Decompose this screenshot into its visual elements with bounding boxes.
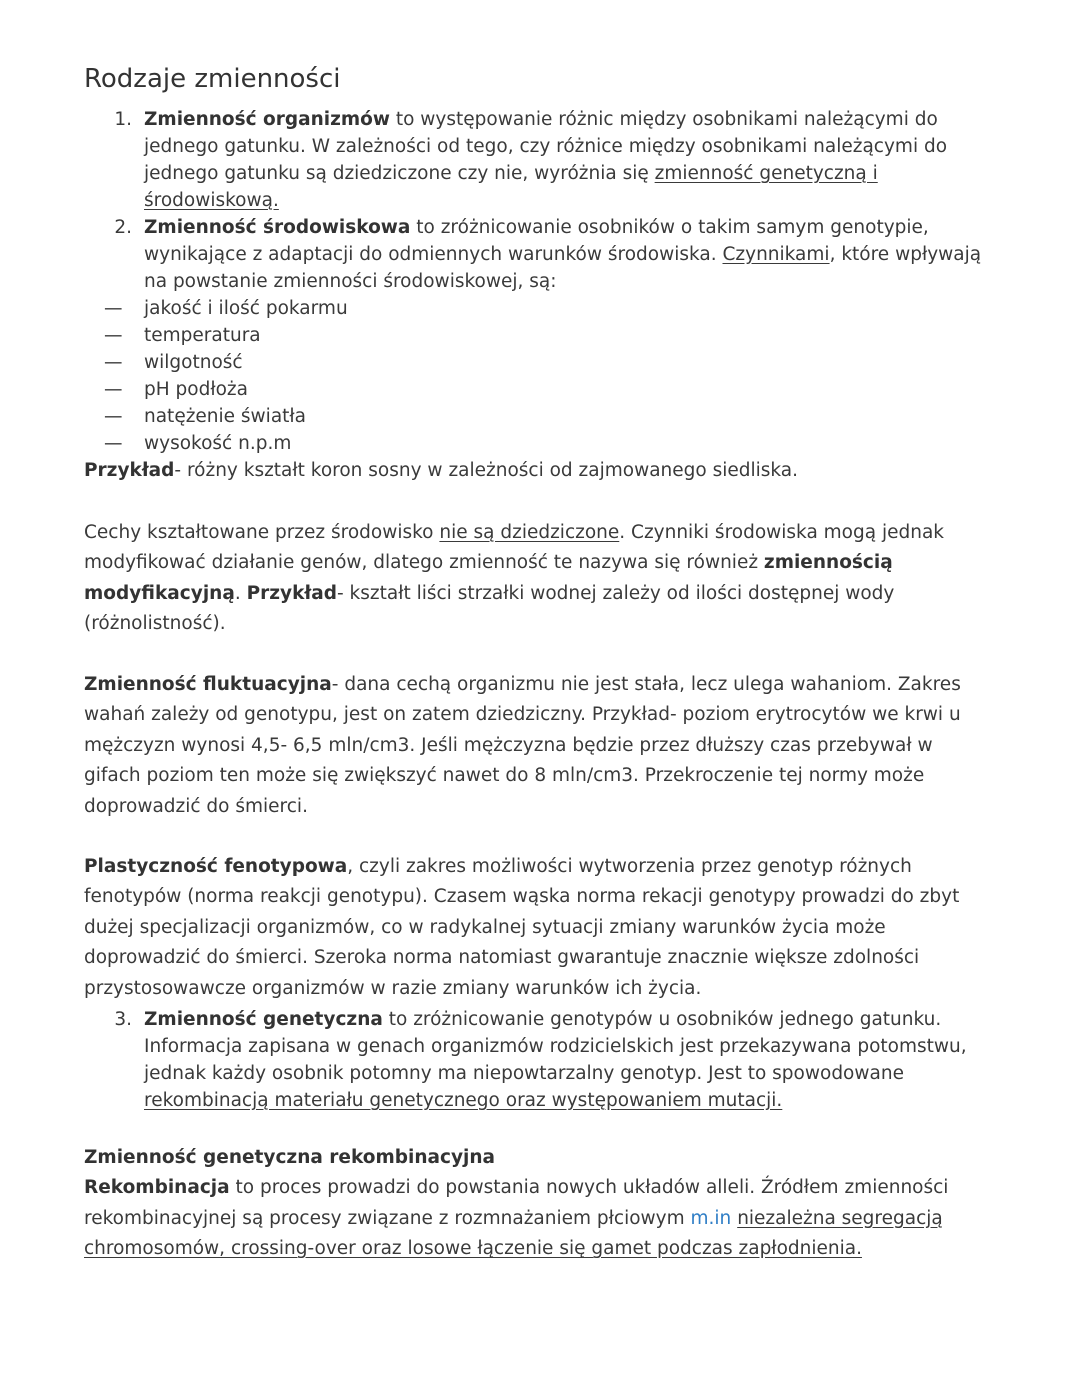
list-item: — pH podłoża xyxy=(84,376,984,403)
item-text: to zróżnicowanie genotypów u osobników jednego gatunku. Informacja zapisana w genach organizmów rodzicielskich jest przekazywana potomstwu, jednak każdy osobnik potomny ma niepowtarzalny genotyp. Jest to spowodowane xyxy=(144,1009,967,1084)
example-label: Przykład xyxy=(84,460,175,481)
list-item: — wysokość n.p.m xyxy=(84,430,984,457)
underlined-text: nie są dziedziczone xyxy=(439,522,620,543)
term-zmiennosc-genetyczna: Zmienność genetyczna xyxy=(144,1009,383,1030)
list-item: — natężenie światła xyxy=(84,403,984,430)
list-item: — temperatura xyxy=(84,322,984,349)
dash-marker: — xyxy=(104,379,123,400)
underlined-text: Czynnikami xyxy=(722,244,830,265)
term-zmiennosc-fluktuacyjna: Zmienność fluktuacyjna xyxy=(84,674,332,695)
recombination-section: Zmienność genetyczna rekombinacyjna Rekombinacja to proces prowadzi do powstania nowych układów alleli. Źródłem zmienności rekombinacyjnej są procesy związane z rozmnażaniem płciowym m.in niezależna segregacją chromosomów, crossing-over oraz losowe łączenie się gamet podczas zapłodnienia. xyxy=(84,1147,949,1260)
list-item-1 xyxy=(84,106,1004,214)
term-plastycznosc-fenotypowa: Plastyczność fenotypowa xyxy=(84,856,348,877)
link-m-in[interactable]: m.in xyxy=(690,1207,732,1229)
term-zmiennosc-modyfikacyjna: zmiennością modyfikacyjną xyxy=(84,552,893,604)
list-number: 2. xyxy=(114,217,132,238)
dash-marker: — xyxy=(104,352,123,373)
underlined-text: rekombinacją materiału genetycznego oraz występowaniem mutacji. xyxy=(144,1090,783,1111)
list-item: — wilgotność xyxy=(84,349,984,376)
list-number: 1. xyxy=(114,109,132,130)
list-number: 3. xyxy=(114,1009,132,1030)
page-title: Rodzaje zmienności xyxy=(84,64,341,94)
example-label: Przykład xyxy=(246,582,337,604)
item-text: to występowanie różnic między osobnikami należącymi do jednego gatunku. W zależności od tego, czy różnice między osobnikami należącymi do jednego gatunku są dziedziczone czy nie, wyróżnia się xyxy=(144,109,948,184)
underlined-text: zmienność genetyczną i środowiskową. xyxy=(144,163,878,211)
item-text: , które wpływają na powstanie zmienności środowiskowej, są: xyxy=(144,244,982,292)
item-text: to zróżnicowanie osobników o takim samym genotypie, wynikające z adaptacji do odmiennych warunków środowiska. xyxy=(144,217,929,265)
dash-marker: — xyxy=(104,433,123,454)
fluctuation-paragraph: Zmienność fluktuacyjna- dana cechą organizmu nie jest stała, lecz ulega wahaniom. Zakres wahań zależy od genotypu, jest on zatem dziedziczny. Przykład- poziom erytrocytów we krwi u mężczyzn wynosi 4,5- 6,5 mln/cm3. Jeśli mężczyzna będzie przez dłuższy czas przebywał w gifach poziom ten może się zwiększyć nawet do 8 mln/cm3. Przekroczenie tej normy może doprowadzić do śmierci. xyxy=(84,674,961,817)
dash-marker: — xyxy=(104,406,123,427)
dash-marker: — xyxy=(104,325,123,346)
plasticity-paragraph: Plastyczność fenotypowa, czyli zakres możliwości wytworzenia przez genotyp różnych fenotypów (norma reakcji genotypu). Czasem wąska norma rekacji genotypy prowadzi do zbyt dużej specjalizacji organizmów, co w radykalnej sytuacji zmiany warunków życia może doprowadzić do śmierci. Szeroka norma natomiast gwarantuje znacznie większe zdolności przystosowawcze organizmów w razie zmiany warunków ich życia. xyxy=(84,856,960,999)
list-item-3 xyxy=(84,1006,1004,1114)
dash-marker: — xyxy=(104,298,123,319)
term-zmiennosc-srodowiskowa: Zmienność środowiskowa xyxy=(144,217,411,238)
list-item: — jakość i ilość pokarmu xyxy=(84,295,984,322)
section-heading: Zmienność genetyczna rekombinacyjna xyxy=(84,1147,496,1168)
term-zmiennosc-organizmow: Zmienność organizmów xyxy=(144,109,390,130)
list-item-2 xyxy=(84,214,1004,295)
example-paragraph: Przykład- różny kształt koron sosny w zależności od zajmowanego siedliska. xyxy=(84,460,799,481)
term-rekombinacja: Rekombinacja xyxy=(84,1177,230,1199)
modification-paragraph: Cechy kształtowane przez środowisko nie są dziedziczone. Czynniki środowiska mogą jednak modyfikować działanie genów, dlatego zmienność te nazywa się również zmiennością modyfikacyjną. Przykład- kształt liści strzałki wodnej zależy od ilości dostępnej wody (różnolistność). xyxy=(84,522,945,635)
underlined-text: niezależna segregacją chromosomów, crossing-over oraz losowe łączenie się gamet podczas zapłodnienia. xyxy=(84,1207,943,1260)
factors-list xyxy=(84,295,984,457)
